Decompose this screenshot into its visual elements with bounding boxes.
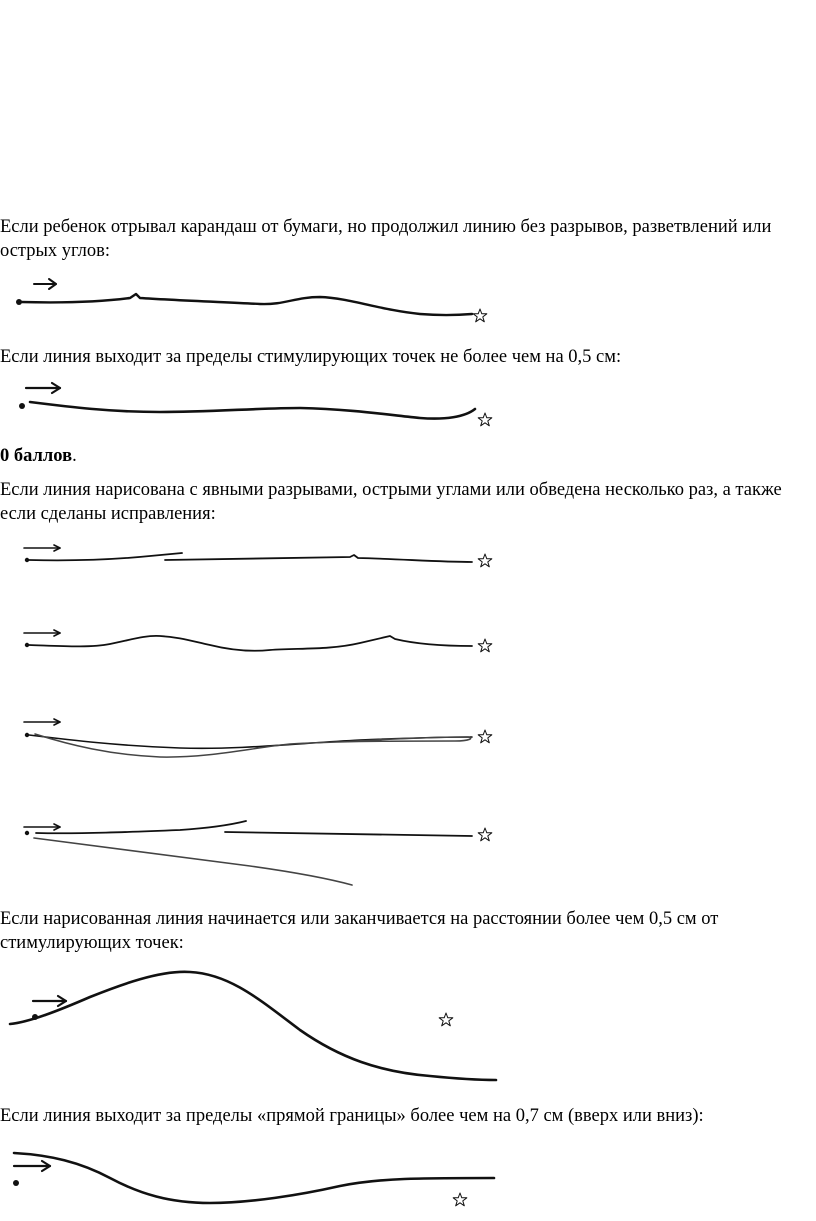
- star-icon: [473, 309, 487, 322]
- arrow-icon: [33, 996, 66, 1006]
- example-figure-2: [19, 383, 492, 426]
- arrow-icon: [14, 1161, 50, 1171]
- example-figure-8: [13, 1153, 494, 1206]
- paragraph-pencil-lifted: Если ребенок отрывал карандаш от бумаги, но продолжил линию без разрывов, разветвлений или острых углов:: [0, 217, 772, 261]
- drawn-line: [30, 402, 475, 419]
- star-icon: [478, 554, 492, 567]
- arrow-icon: [26, 383, 60, 393]
- start-dot-icon: [13, 1180, 19, 1186]
- star-icon: [478, 413, 492, 426]
- drawn-line: [29, 636, 472, 651]
- start-dot-icon: [25, 831, 29, 835]
- star-icon: [478, 639, 492, 652]
- drawn-line: [14, 1153, 494, 1203]
- arrow-icon: [24, 824, 60, 830]
- drawn-line: [36, 821, 246, 833]
- example-figure-6: [24, 821, 492, 885]
- example-figure-1: [16, 279, 487, 322]
- arrow-icon: [24, 719, 60, 725]
- drawn-line-segment: [165, 555, 472, 562]
- drawn-line: [29, 553, 182, 560]
- start-dot-icon: [19, 403, 25, 409]
- arrow-icon: [24, 545, 60, 551]
- arrow-icon: [34, 279, 56, 289]
- drawn-line-segment: [225, 832, 472, 836]
- example-figure-3: [24, 545, 492, 567]
- example-figure-5: [24, 719, 492, 757]
- star-icon: [478, 828, 492, 841]
- drawn-line: [10, 972, 496, 1080]
- score-heading-label: 0 баллов: [0, 446, 73, 466]
- drawn-line-retrace: [35, 734, 471, 757]
- star-icon: [478, 730, 492, 743]
- score-heading-suffix: .: [72, 446, 77, 466]
- paragraph-start-end-offset: Если нарисованная линия начинается или заканчивается на расстоянии более чем 0,5 см от стимулирующих точек:: [0, 909, 719, 953]
- paragraph-breaks-and-corrections: Если линия нарисована с явными разрывами, острыми углами или обведена несколько раз, а также если сделаны исправления:: [0, 480, 782, 524]
- arrow-icon: [24, 630, 60, 636]
- star-icon: [439, 1013, 453, 1026]
- example-figure-4: [24, 630, 492, 652]
- drawn-line-branch: [34, 838, 352, 885]
- star-icon: [453, 1193, 467, 1206]
- drawn-line: [21, 294, 472, 315]
- paragraph-exceeds-boundary: Если линия выходит за пределы «прямой границы» более чем на 0,7 см (вверх или вниз):: [0, 1106, 704, 1126]
- example-figure-7: [10, 972, 496, 1080]
- paragraph-within-half-cm: Если линия выходит за пределы стимулирующих точек не более чем на 0,5 см:: [0, 347, 622, 367]
